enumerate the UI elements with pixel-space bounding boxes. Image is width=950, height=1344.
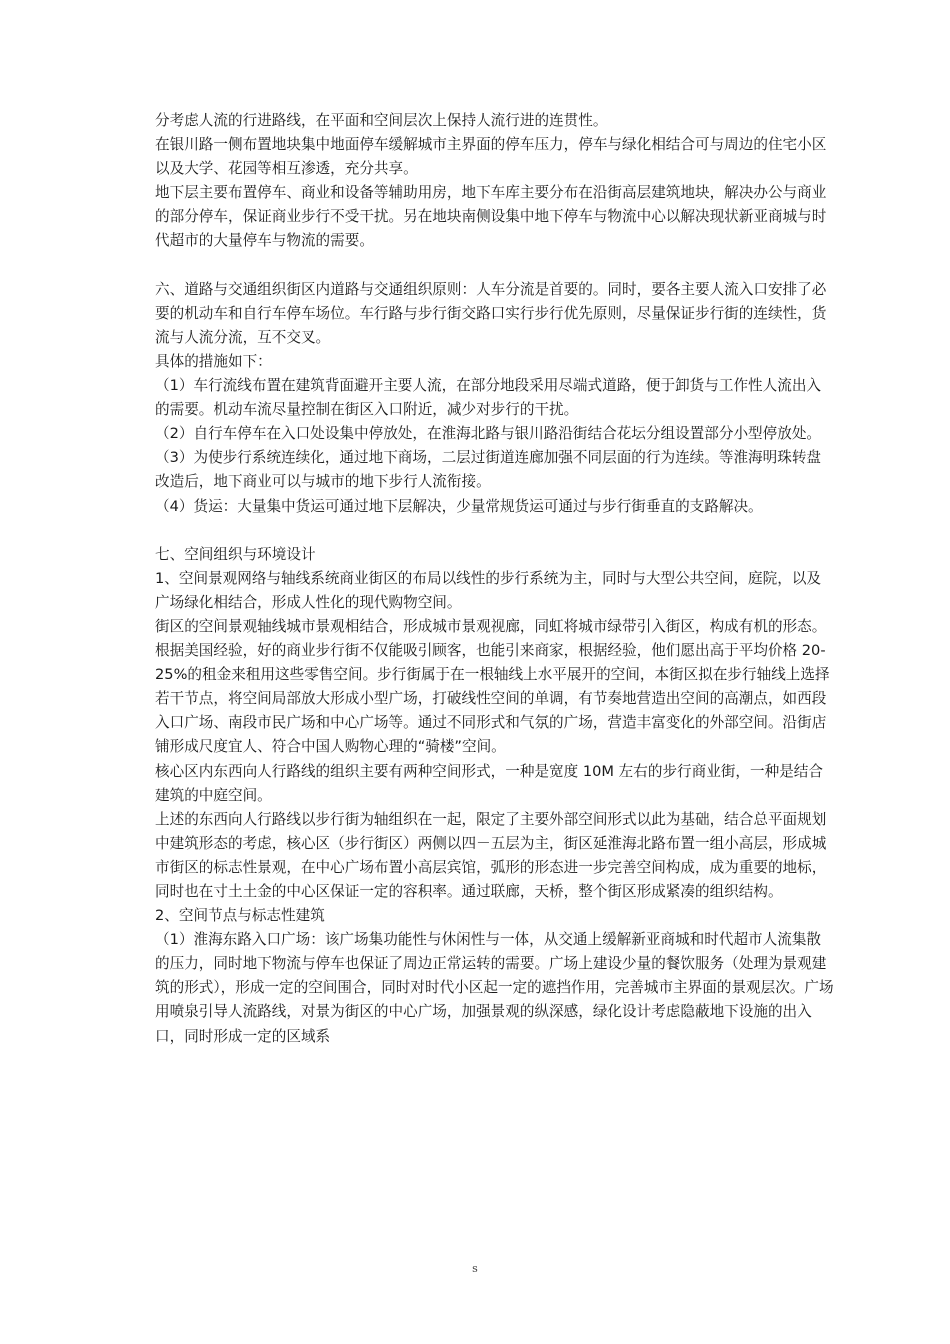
paragraph-2: 在银川路一侧布置地块集中地面停车缓解城市主界面的停车压力，停车与绿化相结合可与周边的住宅小区以及大学、花园等相互渗透，充分共享。 bbox=[155, 136, 827, 178]
measure-2: （2）自行车停车在入口处设集中停放处，在淮海北路与银川路沿街结合花坛分组设置部分小型停放处。 bbox=[155, 425, 822, 443]
east-west-route-paragraph: 上述的东西向人行路线以步行街为轴组织在一起，限定了主要外部空间形式以此为基础，结合总平面规划中建筑形态的考虑，核心区（步行街区）两侧以四－五层为主，街区延淮海北路布置一组小高层，形成城市街区的标志性景观，在中心广场布置小高层宾馆，弧形的形态进一步完善空间构成，成为重要的地标，同时也在寸土土金的中心区保证一定的容积率。通过联廊，天桥，整个街区形成紧凑的组织结构。 bbox=[155, 810, 827, 900]
paragraph-gap bbox=[155, 254, 835, 278]
subsection-2-heading: 2、空间节点与标志性建筑 bbox=[155, 907, 325, 925]
measure-3: （3）为使步行系统连续化，通过地下商场，二层过街道连廊加强不同层面的行为连续。等淮海明珠转盘改造后，地下商业可以与城市的地下步行人流衔接。 bbox=[155, 449, 822, 491]
measures-intro: 具体的措施如下： bbox=[155, 352, 272, 370]
section-7-heading: 七、空间组织与环境设计 bbox=[155, 545, 316, 563]
section-6-heading-paragraph: 六、道路与交通组织街区内道路与交通组织原则：人车分流是首要的。同时，要各主要人流入口安排了必要的机动车和自行车停车场位。车行路与步行街交路口实行步行优先原则，尽量保证步行街的连续性，货流与人流分流，互不交叉。 bbox=[155, 280, 827, 346]
paragraph-gap bbox=[155, 519, 835, 543]
paragraph-1: 分考虑人流的行进路线，在平面和空间层次上保持人流行进的连贯性。 bbox=[155, 112, 608, 129]
document-body bbox=[155, 109, 835, 1049]
measure-4: （4）货运：大量集中货运可通过地下层解决，少量常规货运可通过与步行街垂直的支路解决。 bbox=[155, 497, 763, 515]
axis-landscape-paragraph: 街区的空间景观轴线城市景观相结合，形成城市景观视廊，同虹将城市绿带引入街区，构成有机的形态。根据美国经验，好的商业步行街不仅能吸引顾客，也能引来商家，根据经验，他们愿出高于平均价格 20-25%的租金来租用这些零售空间。步行街属于在一根轴线上水平展开的空间，本街区拟在步行轴线上选择若干节点，将空间局部放大形成小型广场，打破线性空间的单调，有节奏地营造出空间的高潮点，如西段入口广场、南段市民广场和中心广场等。通过不同形式和气氛的广场，营造丰富变化的外部空间。沿街店铺形成尺度宜人、符合中国人购物心理的“骑楼”空间。 bbox=[155, 617, 830, 756]
subsection-1-paragraph: 1、空间景观网络与轴线系统商业街区的布局以线性的步行系统为主，同时与大型公共空间，庭院，以及广场绿化相结合，形成人性化的现代购物空间。 bbox=[155, 569, 822, 611]
core-area-paragraph: 核心区内东西向人行路线的组织主要有两种空间形式，一种是宽度 10M 左右的步行商业街，一种是结合建筑的中庭空间。 bbox=[155, 762, 823, 804]
paragraph-3: 地下层主要布置停车、商业和设备等辅助用房，地下车库主要分布在沿街高层建筑地块，解决办公与商业的部分停车，保证商业步行不受干扰。另在地块南侧设集中地下停车与物流中心以解决现状新亚商城与时代超市的大量停车与物流的需要。 bbox=[155, 184, 827, 250]
page-footer-mark: s bbox=[472, 1262, 478, 1275]
measure-1: （1）车行流线布置在建筑背面避开主要人流，在部分地段采用尽端式道路，便于卸货与工作性人流出入的需要。机动车流尽量控制在街区入口附近，减少对步行的干扰。 bbox=[155, 377, 822, 419]
entrance-plaza-paragraph: （1）淮海东路入口广场：该广场集功能性与休闲性与一体，从交通上缓解新亚商城和时代超市人流集散的压力，同时地下物流与停车也保证了周边正常运转的需要。广场上建设少量的餐饮服务（处理为景观建筑的形式），形成一定的空间围合，同时对时代小区起一定的遮挡作用，完善城市主界面的景观层次。广场用喷泉引导人流路线，对景为街区的中心广场，加强景观的纵深感，绿化设计考虑隐蔽地下设施的出入口，同时形成一定的区域系 bbox=[155, 931, 834, 1045]
